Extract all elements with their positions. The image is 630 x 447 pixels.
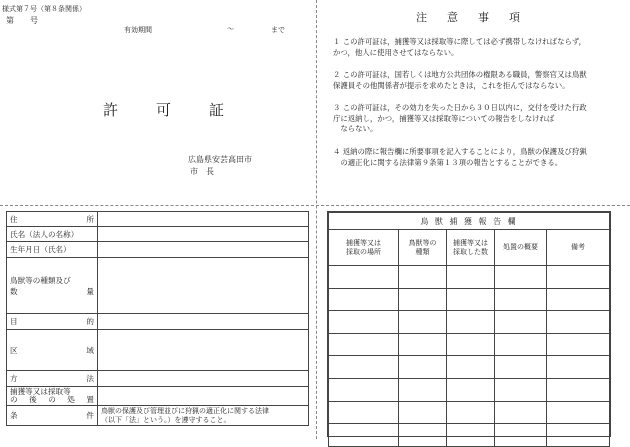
report-cell[interactable] — [329, 288, 399, 311]
method-field[interactable] — [98, 371, 309, 387]
address-label: 住 所 — [7, 212, 98, 227]
report-cell[interactable] — [547, 401, 610, 424]
report-cell[interactable] — [329, 311, 399, 334]
disposal-field[interactable] — [98, 387, 309, 406]
notice-item-1: １ この許可証は，捕獲等又は採取等に際しては必ず携帯しなければならず， かつ，他人に使用させてはならない。 — [333, 37, 587, 57]
report-cell[interactable] — [399, 333, 447, 356]
row-disposal — [7, 387, 309, 406]
report-header-count: 捕獲等又は 採取した数 — [447, 230, 495, 266]
report-caption: 鳥 獣 捕 獲 報 告 欄 — [329, 213, 610, 230]
permit-number-label: 第 号 — [6, 16, 38, 25]
issuer-title: 市 長 — [190, 167, 214, 176]
report-cell[interactable] — [547, 356, 610, 379]
validity-label: 有効期間 — [124, 26, 152, 34]
notice-heading-char-4: 項 — [509, 11, 520, 24]
name-label: 氏名（法人の名称） — [7, 227, 98, 242]
report-row — [329, 356, 610, 379]
report-cell[interactable] — [399, 311, 447, 334]
report-cell[interactable] — [329, 266, 399, 289]
area-field[interactable] — [98, 330, 309, 371]
vertical-cut-line — [316, 0, 317, 439]
report-row — [329, 424, 610, 447]
report-row — [329, 266, 610, 289]
holder-info-table — [6, 211, 309, 426]
report-cell[interactable] — [399, 378, 447, 401]
report-row — [329, 401, 610, 424]
row-area — [7, 330, 309, 371]
report-cell[interactable] — [495, 311, 547, 334]
notice-item-2: ２ この許可証は，国若しくは地方公共団体の権限ある職員，警察官又は鳥獣 保護員その他関係者が提示を求めたときは，これを拒んではならない。 — [333, 70, 587, 90]
notice-item-4: ４ 返納の際に報告欄に所要事項を記入することにより，鳥獣の保護及び狩猟 の適正化に関する法律第９条第１３項の報告とすることができる。 — [333, 147, 587, 167]
report-header-disposal: 処置の概要 — [495, 230, 547, 266]
report-cell[interactable] — [399, 401, 447, 424]
report-header-species: 鳥獣等の 種類 — [399, 230, 447, 266]
address-field[interactable] — [98, 212, 309, 227]
disposal-label: 捕獲等又は採取等 の 後 の 処 置 — [7, 387, 98, 406]
report-cell[interactable] — [447, 356, 495, 379]
species-field[interactable] — [98, 258, 309, 314]
name-field[interactable] — [98, 227, 309, 242]
report-cell[interactable] — [495, 333, 547, 356]
report-header-location: 捕獲等又は 採取の場所 — [329, 230, 399, 266]
report-cell[interactable] — [447, 288, 495, 311]
report-cell[interactable] — [329, 401, 399, 424]
birth-label: 生年月日（氏名） — [7, 242, 98, 258]
report-cell[interactable] — [495, 424, 547, 447]
species-label: 鳥獣等の種類及び 数 量 — [7, 258, 98, 314]
report-row — [329, 288, 610, 311]
report-cell[interactable] — [329, 333, 399, 356]
report-cell[interactable] — [447, 266, 495, 289]
validity-tilde: ～ — [227, 25, 234, 33]
purpose-field[interactable] — [98, 314, 309, 330]
row-conditions — [7, 406, 309, 426]
report-cell[interactable] — [495, 378, 547, 401]
capture-report-table — [328, 212, 610, 447]
report-cell[interactable] — [447, 401, 495, 424]
report-cell[interactable] — [329, 356, 399, 379]
validity-until: まで — [271, 26, 285, 34]
row-address — [7, 212, 309, 227]
purpose-label: 目 的 — [7, 314, 98, 330]
birth-field[interactable] — [98, 242, 309, 258]
report-cell[interactable] — [399, 356, 447, 379]
report-row — [329, 378, 610, 401]
report-cell[interactable] — [547, 333, 610, 356]
form-number: 様式第７号（第８条関係） — [2, 5, 86, 13]
report-row — [329, 333, 610, 356]
report-cell[interactable] — [399, 424, 447, 447]
row-method — [7, 371, 309, 387]
report-cell[interactable] — [495, 356, 547, 379]
report-cell[interactable] — [547, 424, 610, 447]
report-cell[interactable] — [547, 288, 610, 311]
report-cell[interactable] — [547, 266, 610, 289]
row-purpose — [7, 314, 309, 330]
report-cell[interactable] — [399, 266, 447, 289]
notice-heading-char-3: 事 — [478, 11, 489, 24]
conditions-label: 条 件 — [7, 406, 98, 426]
report-cell[interactable] — [447, 378, 495, 401]
horizontal-cut-line — [0, 205, 630, 206]
report-cell[interactable] — [495, 401, 547, 424]
notice-heading-char-2: 意 — [447, 11, 458, 24]
permit-title-char-1: 許 — [103, 101, 119, 119]
area-label: 区 域 — [7, 330, 98, 371]
report-cell[interactable] — [447, 333, 495, 356]
row-birth — [7, 242, 309, 258]
report-cell[interactable] — [547, 311, 610, 334]
report-cell[interactable] — [547, 378, 610, 401]
report-cell[interactable] — [399, 288, 447, 311]
report-cell[interactable] — [447, 311, 495, 334]
capture-report-box — [327, 211, 611, 437]
notice-item-3: ３ この許可証は，その効力を失った日から３０日以内に，交付を受けた行政 庁に返納し，かつ，捕獲等又は採取等についての報告をしなければ ならない。 — [333, 103, 587, 133]
permit-title-char-3: 証 — [209, 101, 225, 119]
issuer-city: 広島県安芸高田市 — [188, 155, 252, 164]
report-cell[interactable] — [447, 424, 495, 447]
row-name — [7, 227, 309, 242]
report-cell[interactable] — [329, 424, 399, 447]
row-species — [7, 258, 309, 314]
report-cell[interactable] — [495, 266, 547, 289]
report-cell[interactable] — [329, 378, 399, 401]
permit-title-char-2: 可 — [156, 101, 172, 119]
method-label: 方 法 — [7, 371, 98, 387]
conditions-text: 鳥獣の保護及び管理並びに狩猟の適正化に関する法律 （以下「法」という。）を遵守すること。 — [98, 406, 309, 426]
report-header-remarks: 備考 — [547, 230, 610, 266]
report-cell[interactable] — [495, 288, 547, 311]
notice-heading-char-1: 注 — [416, 11, 427, 24]
report-row — [329, 311, 610, 334]
